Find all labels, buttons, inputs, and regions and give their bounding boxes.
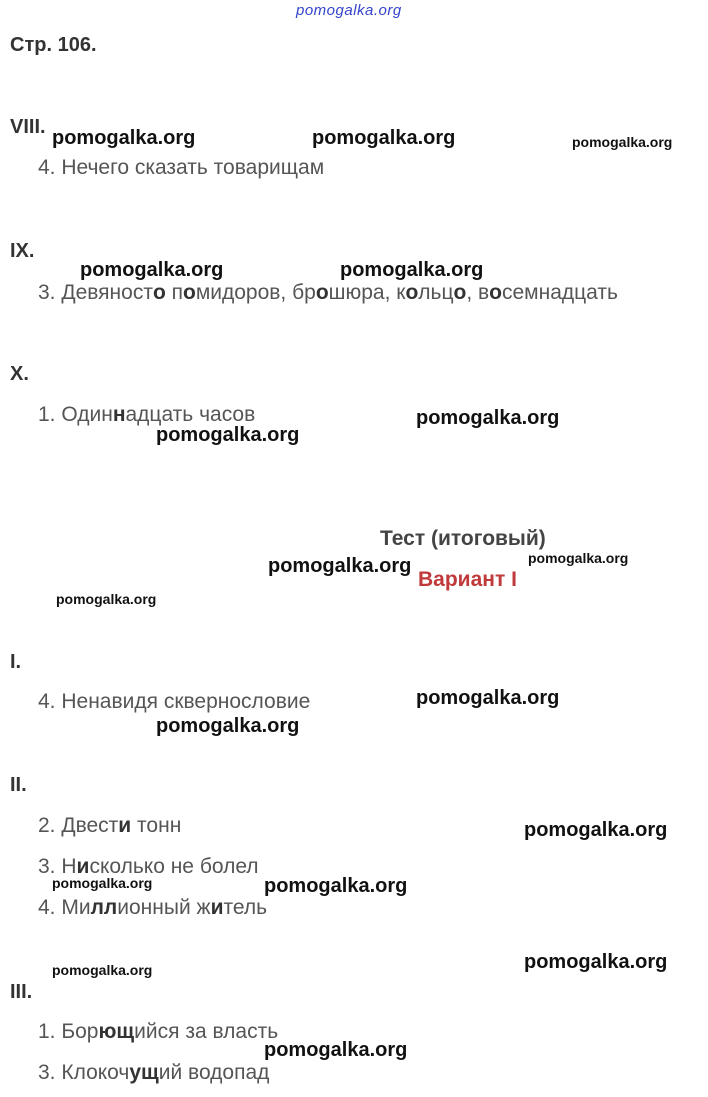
section-label-viii: VIII. [10, 116, 46, 138]
highlight-letter: ущ [129, 1061, 159, 1084]
highlight-letter: о [489, 281, 502, 304]
watermark-text: pomogalka.org [156, 424, 300, 446]
highlight-letter: о [405, 281, 419, 304]
watermark-text: pomogalka.org [264, 875, 408, 897]
answer-x-1: 1. Одиннадцать часов [38, 403, 256, 426]
watermark-text: pomogalka.org [524, 951, 668, 973]
watermark-text: pomogalka.org [416, 687, 560, 709]
answer-ix-3: 3. Девяносто помидоров, брошюра, кольцо, восемнадцать [38, 281, 618, 304]
answer-iii-3: 3. Клокочущий водопад [38, 1061, 270, 1084]
watermark-text: pomogalka.org [52, 127, 196, 149]
highlight-letter: лл [90, 896, 118, 919]
highlight-letter: н [112, 403, 126, 426]
variant-heading: Вариант I [418, 568, 517, 591]
watermark-top: pomogalka.org [296, 2, 402, 19]
answer-viii-4: 4. Нечего сказать товарищам [38, 156, 325, 179]
section-label-ix: IX. [10, 240, 35, 262]
highlight-letter: и [76, 855, 90, 878]
watermark-text: pomogalka.org [524, 819, 668, 841]
highlight-letter: о [182, 281, 196, 304]
answer-ii-2: 2. Двести тонн [38, 814, 182, 837]
watermark-text: pomogalka.org [572, 134, 673, 150]
watermark-text: pomogalka.org [528, 550, 629, 566]
highlight-letter: о [315, 281, 329, 304]
highlight-letter: ющ [98, 1020, 135, 1043]
answer-ii-4: 4. Миллионный житель [38, 896, 268, 919]
watermark-text: pomogalka.org [416, 407, 560, 429]
watermark-text: pomogalka.org [268, 555, 412, 577]
watermark-text: pomogalka.org [52, 875, 153, 891]
highlight-letter: и [118, 814, 132, 837]
highlight-letter: о [453, 281, 467, 304]
highlight-letter: о [152, 281, 166, 304]
section-label-x: X. [10, 363, 29, 385]
answer-ii-3: 3. Нисколько не болел [38, 855, 259, 878]
answer-i-4: 4. Ненавидя сквернословие [38, 690, 311, 713]
section-label-iii: III. [10, 981, 33, 1003]
watermark-text: pomogalka.org [56, 591, 157, 607]
section-label-i: I. [10, 651, 22, 673]
watermark-text: pomogalka.org [264, 1039, 408, 1061]
watermark-text: pomogalka.org [156, 715, 300, 737]
watermark-text: pomogalka.org [312, 127, 456, 149]
watermark-text: pomogalka.org [80, 259, 224, 281]
highlight-letter: и [210, 896, 224, 919]
page-number: Стр. 106. [10, 34, 97, 56]
watermark-text: pomogalka.org [52, 962, 153, 978]
watermark-text: pomogalka.org [340, 259, 484, 281]
section-label-ii: II. [10, 774, 27, 796]
test-title: Тест (итоговый) [380, 527, 546, 550]
answer-iii-1: 1. Борющийся за власть [38, 1020, 279, 1043]
